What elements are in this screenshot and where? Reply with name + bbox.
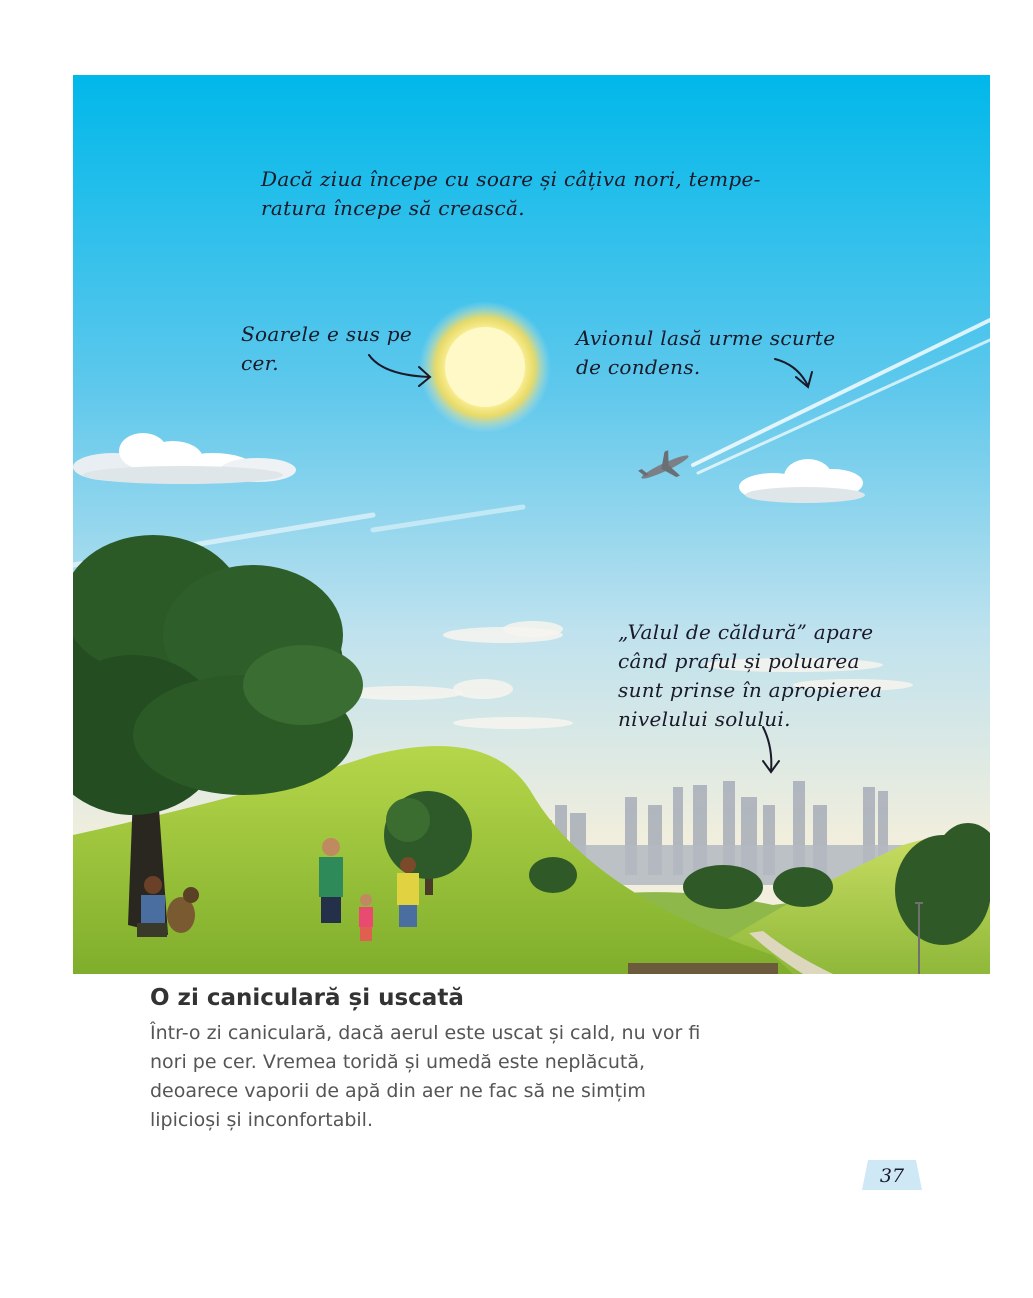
- page-number: 37: [879, 1165, 905, 1187]
- pond: [628, 963, 778, 974]
- page-number-badge: [862, 1160, 922, 1190]
- section-title: O zi caniculară și uscată: [150, 985, 464, 1011]
- airplane-annotation: Avionul lasă urme scurte de condens.: [576, 326, 836, 379]
- sun: [419, 301, 551, 433]
- section-body: Într-o zi caniculară, dacă aerul este uscat și cald, nu vor fi nori pe cer. Vremea toridă și umedă este neplăcută, deoarece vaporii de apă din aer ne fac să ne simțim lipicioși și inconfortabil.: [150, 1022, 701, 1131]
- intro-annotation: Dacă ziua începe cu soare și câțiva nori, tempe- ratura începe să crească.: [261, 167, 761, 220]
- heat-wave-annotation: „Valul de căldură” apare când praful și poluarea sunt prinse în apropierea nivelului solului.: [618, 620, 883, 731]
- sun-annotation: Soarele e sus pe cer.: [241, 322, 413, 375]
- weather-illustration: [73, 75, 990, 974]
